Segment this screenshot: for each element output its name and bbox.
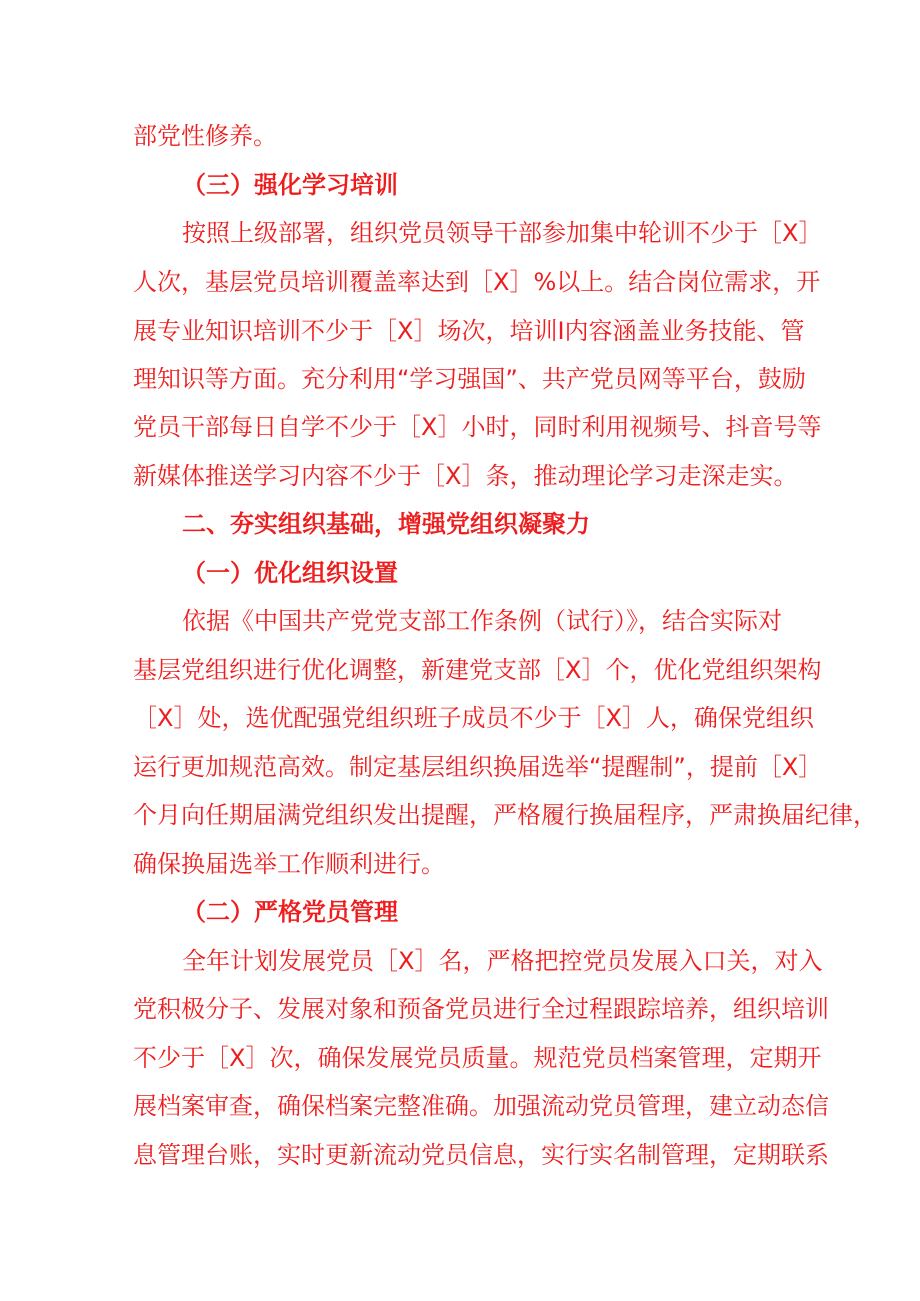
chapter-heading-2: 二、夯实组织基础，增强党组织凝聚力 <box>182 510 590 538</box>
section-heading-2: （二）严格党员管理 <box>182 898 398 926</box>
paragraph-line: 确保换届选举工作顺利进行。 <box>133 850 445 878</box>
paragraph-line: ［X］处，选优配强党组织班子成员不少于［X］人，确保党组织 <box>133 704 814 732</box>
paragraph-line: 党积极分子、发展对象和预备党员进行全过程跟踪培养，组织培训 <box>133 995 829 1023</box>
paragraph-line: 个月向任期届满党组织发出提醒，严格履行换届程序，严肃换届纪律， <box>133 801 877 829</box>
paragraph-line: 运行更加规范高效。制定基层组织换届选举“提醒制”，提前［X］ <box>133 753 823 781</box>
paragraph-line: 党员干部每日自学不少于［X］小时，同时利用视频号、抖音号等 <box>133 413 822 441</box>
paragraph-line: 展档案审查，确保档案完整准确。加强流动党员管理，建立动态信 <box>133 1092 829 1120</box>
paragraph-line: 理知识等方面。充分利用“学习强国”、共产党员网等平台，鼓励 <box>133 365 806 393</box>
paragraph-line: 不少于［X］次，确保发展党员质量。规范党员档案管理，定期开 <box>133 1044 822 1072</box>
section-heading-3: （三）强化学习培训 <box>182 171 398 199</box>
paragraph-line: 新媒体推送学习内容不少于［X］条，推动理论学习走深走实。 <box>133 462 798 490</box>
paragraph-line: 按照上级部署，组织党员领导干部参加集中轮训不少于［X］ <box>182 219 823 247</box>
paragraph-line: 展专业知识培训不少于［X］场次，培训I内容涵盖业务技能、管 <box>133 317 805 345</box>
paragraph-line: 全年计划发展党员［X］名，严格把控党员发展入口关，对入 <box>182 947 823 975</box>
paragraph-line: 依据《中国共产党党支部工作条例（试行）》，结合实际对 <box>182 607 782 635</box>
paragraph-line: 基层党组织进行优化调整，新建党支部［X］个，优化党组织架构 <box>133 656 822 684</box>
paragraph-line: 部党性修养。 <box>133 122 277 150</box>
paragraph-line: 人次，基层党员培训覆盖率达到［X］%以上。结合岗位需求，开 <box>133 268 821 296</box>
paragraph-line: 息管理台账，实时更新流动党员信息，实行实名制管理，定期联系 <box>133 1141 829 1169</box>
section-heading-1: （一）优化组织设置 <box>182 559 398 587</box>
